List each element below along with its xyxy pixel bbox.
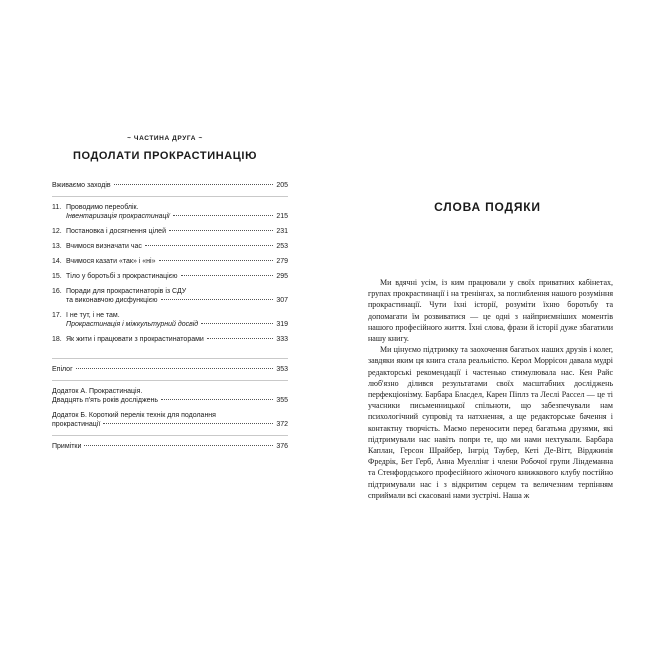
dot-leader bbox=[207, 338, 273, 339]
toc-page-number: 231 bbox=[276, 228, 288, 235]
book-spread bbox=[0, 95, 650, 545]
paragraph: Ми вдячні усім, із ким працювали у своїх приватних кабінетах, групах прокрастинації і на тренінгах, за поглиблення нашого розуміння прокрастинації. Чути їхні історії, розуміти їхню боротьбу та допомагати їм розвиватися — це одні з найприємніших моментів нашого професійного життя. Їхні слова, фрази й історії дуже збагатили нашу книгу. bbox=[368, 278, 613, 344]
toc-entry-title: Тіло у боротьбі з прокрастинацією bbox=[66, 273, 178, 280]
right-page bbox=[325, 95, 650, 545]
toc-entry bbox=[52, 203, 288, 221]
toc-entry-title: Додаток А. Прокрастинація. bbox=[52, 388, 143, 395]
toc-entry-number: 14. bbox=[52, 258, 62, 265]
toc-page-number: 319 bbox=[276, 321, 288, 328]
toc-entry bbox=[52, 387, 288, 405]
toc-entry-number: 15. bbox=[52, 273, 62, 280]
toc-entry bbox=[52, 287, 288, 305]
toc-page-number: 205 bbox=[276, 182, 288, 189]
toc-page-number: 279 bbox=[276, 258, 288, 265]
toc-entry-number: 17. bbox=[52, 312, 62, 319]
dot-leader bbox=[173, 215, 274, 216]
left-page bbox=[0, 95, 325, 545]
toc-page-number: 215 bbox=[276, 213, 288, 220]
toc-entry-title: Вчимося визначати час bbox=[66, 243, 142, 250]
toc-entry-title: Додаток Б. Короткий перелік технік для подолання bbox=[52, 412, 216, 419]
toc-entry-title: Примітки bbox=[52, 443, 82, 450]
toc-entry-title: Постановка і досягнення цілей bbox=[66, 228, 166, 235]
toc-page-number: 333 bbox=[276, 336, 288, 343]
toc-entry bbox=[52, 411, 288, 429]
dot-leader bbox=[181, 275, 274, 276]
toc-entry-number: 11. bbox=[52, 204, 62, 211]
dot-leader bbox=[76, 368, 274, 369]
toc-entry bbox=[52, 335, 288, 344]
toc-title: ПОДОЛАТИ ПРОКРАСТИНАЦІЮ bbox=[72, 150, 258, 162]
toc-entry-number: 16. bbox=[52, 288, 62, 295]
toc-divider bbox=[52, 435, 288, 436]
toc-entry-subtitle: та виконавчою дисфункцією bbox=[66, 297, 158, 304]
dot-leader bbox=[145, 245, 273, 246]
toc-entry-title: Поради для прокрастинаторів із СДУ bbox=[66, 288, 187, 295]
toc-entry-subtitle: Двадцять п'ять років досліджень bbox=[52, 397, 159, 404]
dot-leader bbox=[84, 445, 273, 446]
toc-entry-title: Епілог bbox=[52, 366, 73, 373]
dot-leader bbox=[114, 184, 274, 185]
toc-entry-title: Як жити і працювати з прокрастинаторами bbox=[66, 336, 204, 343]
dot-leader bbox=[201, 323, 273, 324]
toc-page-number: 376 bbox=[276, 443, 288, 450]
toc-entry bbox=[52, 181, 288, 190]
acknowledgements-body bbox=[368, 277, 613, 501]
dot-leader bbox=[103, 423, 273, 424]
toc-entry-subtitle: Прокрастинація і міжкультурний досвід bbox=[66, 321, 199, 328]
toc-entry-subtitle: Інвентаризація прокрастинації bbox=[66, 213, 170, 220]
toc-entry bbox=[52, 272, 288, 281]
toc-entry bbox=[52, 257, 288, 266]
toc-page-number: 372 bbox=[276, 421, 288, 428]
toc-entry-title: Проводимо переоблік. bbox=[66, 204, 139, 211]
toc-entry-number: 12. bbox=[52, 228, 62, 235]
toc-page-number: 295 bbox=[276, 273, 288, 280]
acknowledgements-heading: СЛОВА ПОДЯКИ bbox=[434, 200, 541, 214]
toc-entry-title: Вживаємо заходів bbox=[52, 182, 111, 189]
toc-entry bbox=[52, 442, 288, 451]
toc-entry bbox=[52, 311, 288, 329]
toc-divider bbox=[52, 380, 288, 381]
dot-leader bbox=[161, 299, 274, 300]
toc-entry bbox=[52, 242, 288, 251]
toc-entry-title: І не тут, і не там. bbox=[66, 312, 120, 319]
toc-page-number: 355 bbox=[276, 397, 288, 404]
toc-page-number: 253 bbox=[276, 243, 288, 250]
toc-page-number: 353 bbox=[276, 366, 288, 373]
toc-entry-number: 18. bbox=[52, 336, 62, 343]
toc-page-number: 307 bbox=[276, 297, 288, 304]
toc-entry-number: 13. bbox=[52, 243, 62, 250]
toc-entry-title: Вчимося казати «так» і «ні» bbox=[66, 258, 156, 265]
toc-entry bbox=[52, 227, 288, 236]
toc-entry-subtitle: прокрастинації bbox=[52, 421, 101, 428]
toc-divider bbox=[52, 358, 288, 359]
toc-entry bbox=[52, 365, 288, 374]
dot-leader bbox=[159, 260, 274, 261]
dot-leader bbox=[161, 399, 273, 400]
dot-leader bbox=[169, 230, 273, 231]
part-label: ~ ЧАСТИНА ДРУГА ~ bbox=[127, 135, 203, 142]
paragraph: Ми цінуємо підтримку та заохочення багатьох наших друзів і колег, завдяки яким ця книга стала реальністю. Керол Моррісон давала мудрі редакторські рекомендації і частенько стимулювала нас. Кен Райс люб'язно ділився результатами своїх масштабних досліджень перфекціонізму. Барбара Бласдел, Карен Піплз та Леслі Рассел — це ті учасники письменницької спільноти, що забезпечували нам психологічний супровід та натхнення, а ще редакторське бачення і контактну творчість. Маємо переносити перед багатьма друзями, які підтримували нас навіть попри те, що ми нами нехтували. Барбара Каплан, Герсон Шрайбер, Інгрід Таубер, Кеті Де-Вітт, Вірджинія Фредрік, Бет Герб, Анна Муеллінг і члени Робочої групи Ліндеманна та Стенфордського професійного жіночого книжкового клубу постійно підтримували нас і з відкритим серцем та величезним терпінням сприймали всі скасовані нами зустрічі. Наша ж bbox=[368, 345, 613, 500]
toc-divider bbox=[52, 196, 288, 197]
table-of-contents bbox=[52, 181, 288, 457]
